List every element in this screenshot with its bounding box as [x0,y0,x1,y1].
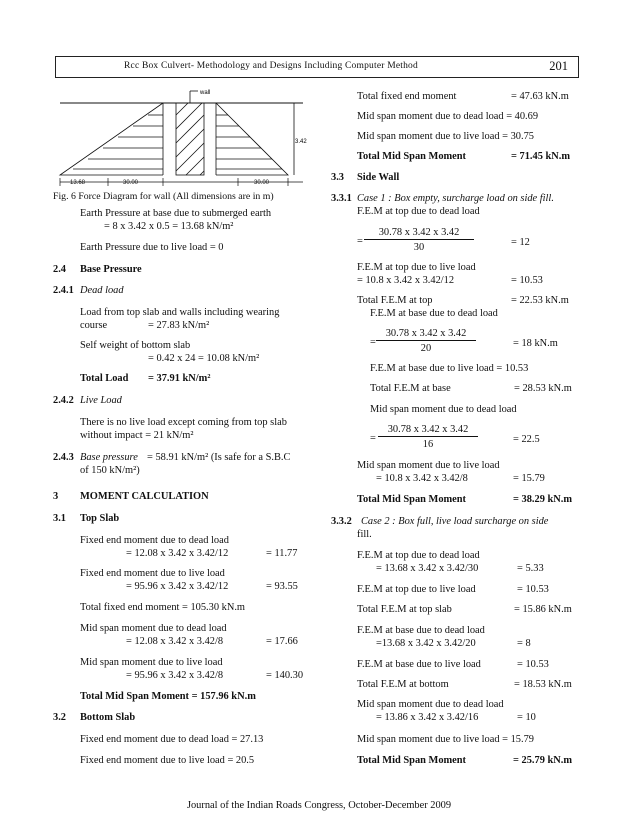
section-heading: Bottom Slab [80,712,136,723]
section-number: 3.2 [53,712,66,723]
equation-line: = 13.68 x 3.42 x 3.42/30 [376,563,479,574]
paragraph-line: F.E.M at top due to dead load [357,550,480,561]
figure-caption: Fig. 6 Force Diagram for wall (All dimensions are in m) [53,191,274,202]
equation-value: = 12 [511,237,530,248]
equation-line: = 95.96 x 3.42 x 3.42/12 [126,581,229,592]
paragraph-line: Total fixed end moment = 105.30 kN.m [80,602,246,613]
equation-value: = 28.53 kN.m [514,383,572,394]
total-value: = 25.79 kN.m [513,755,573,766]
paragraph-line: Total fixed end moment [357,91,457,102]
paragraph-line: Total F.E.M at top [357,295,433,306]
fraction-denominator: 30 [413,242,425,253]
wall-hatch [176,91,204,175]
section-number: 2.4.1 [53,285,74,296]
paragraph-line: Fixed end moment due to dead load = 27.13 [80,734,264,745]
left-pressure-triangle [60,103,163,175]
equation-line: = 12.08 x 3.42 x 3.42/12 [126,548,229,559]
equation-value: = 22.53 kN.m [511,295,569,306]
section-heading: Case 1 : Box empty, surcharge load on side fill. [357,193,554,204]
journal-footer: Journal of the Indian Roads Congress, October-December 2009 [186,800,452,811]
section-heading: MOMENT CALCULATION [80,491,209,502]
equation-value: = 15.86 kN.m [514,604,572,615]
paragraph-line: F.E.M at top due to live load [357,584,476,595]
section-heading: Base pressure [80,452,138,463]
total-label: Total Mid Span Moment [357,755,467,766]
equation-value: = 11.77 [266,548,298,559]
fraction-numerator: 30.78 x 3.42 x 3.42 [378,424,478,437]
paragraph-line: Mid span moment due to live load [357,460,500,471]
paragraph-line: Mid span moment due to dead load [80,623,227,634]
fraction-equals: = [370,337,376,348]
paragraph-line: Total F.E.M at top slab [357,604,452,615]
section-heading: Top Slab [80,513,120,524]
fraction-1 [364,227,474,253]
section-number: 3 [53,491,59,502]
total-label: Total Load [80,373,129,384]
fraction-equals: = [370,433,376,444]
paragraph-line: F.E.M at base due to dead load [370,308,498,319]
paragraph-line: Mid span moment due to dead load = 40.69 [357,111,539,122]
force-diagram-figure [48,85,318,190]
equation-value: = 140.30 [266,670,304,681]
paragraph-line: = 58.91 kN/m² (Is safe for a S.B.C [147,452,291,463]
fraction-numerator: 30.78 x 3.42 x 3.42 [376,328,476,341]
paragraph-line: Total F.E.M at bottom [357,679,449,690]
equation-value: = 15.79 [513,473,545,484]
section-heading: Dead load [80,285,124,296]
equation-line: = 10.8 x 3.42 x 3.42/12 [357,275,455,286]
total-value: = 38.29 kN.m [513,494,573,505]
paragraph-line: Mid span moment due to live load [80,657,223,668]
right-pressure-triangle [216,103,294,175]
page-number: 201 [549,59,568,73]
paragraph-line: F.E.M at base due to live load = 10.53 [370,363,529,374]
section-heading: Side Wall [357,172,400,183]
equation-value: = 17.66 [266,636,298,647]
paragraph-line: Mid span moment due to dead load [370,404,517,415]
fraction-equals: = [357,236,363,247]
equation-value: = 93.55 [266,581,298,592]
running-header [55,56,579,78]
total-line: Total Mid Span Moment = 157.96 kN.m [80,691,256,702]
section-number: 2.4.3 [53,452,74,463]
fraction-denominator: 16 [422,439,434,450]
dim-height-label: 3.42 [295,139,307,145]
section-number: 2.4.2 [53,395,74,406]
section-heading: Case 2 : Box full, live load surcharge on side [361,516,549,527]
total-value: = 37.91 kN/m² [148,373,211,384]
equation-line: = 12.08 x 3.42 x 3.42/8 [126,636,224,647]
paragraph-line: Fixed end moment due to live load = 20.5 [80,755,255,766]
paragraph-line: without impact = 21 kN/m² [80,430,194,441]
paragraph-line: Mid span moment due to dead load [357,699,504,710]
dim-right-label: 30.00 [254,180,270,186]
equation-value: = 18.53 kN.m [514,679,572,690]
paragraph-line: There is no live load except coming from top slab [80,417,287,428]
dim-left-a-label: 13.68 [70,180,86,186]
dim-left-b-label: 30.00 [123,180,139,186]
paragraph-line: Total F.E.M at base [370,383,451,394]
paragraph-line: Fixed end moment due to live load [80,568,225,579]
paragraph-line: Mid span moment due to live load = 15.79 [357,734,534,745]
equation-line: =13.68 x 3.42 x 3.42/20 [376,638,476,649]
running-header-title: Rcc Box Culvert- Methodology and Designs Including Computer Method [124,61,418,71]
section-number: 3.3.2 [331,516,352,527]
section-number: 3.1 [53,513,66,524]
equation-line: = 0.42 x 24 = 10.08 kN/m² [148,353,260,364]
equation-value: = 10.53 [517,584,549,595]
equation-value: = 10 [517,712,536,723]
paragraph-line: Earth Pressure due to live load = 0 [80,242,224,253]
paragraph-line: Mid span moment due to live load = 30.75 [357,131,534,142]
paragraph-line: of 150 kN/m²) [80,465,140,476]
fraction-numerator: 30.78 x 3.42 x 3.42 [364,227,474,240]
paragraph-line: F.E.M at top due to dead load [357,206,480,217]
paragraph-line: Load from top slab and walls including wearing [80,307,280,318]
equation-value: = 47.63 kN.m [511,91,569,102]
equation-line: = 95.96 x 3.42 x 3.42/8 [126,670,224,681]
equation-line: = 13.86 x 3.42 x 3.42/16 [376,712,479,723]
paragraph-line: F.E.M at base due to live load [357,659,481,670]
section-heading: Live Load [80,395,122,406]
equation-value: = 8 [517,638,531,649]
equation-value: = 18 kN.m [513,338,558,349]
equation-value: = 10.53 [517,659,549,670]
equation-line: = 10.8 x 3.42 x 3.42/8 [376,473,468,484]
equation-value: = 27.83 kN/m² [148,320,210,331]
paragraph-line: Self weight of bottom slab [80,340,191,351]
fraction-denominator: 20 [420,343,432,354]
paragraph-line: Earth Pressure at base due to submerged earth [80,208,272,219]
total-label: Total Mid Span Moment [357,151,467,162]
total-value: = 71.45 kN.m [511,151,571,162]
paragraph-line: course [80,320,108,331]
section-number: 2.4 [53,264,66,275]
wall-label: wall [200,90,211,96]
fraction-3 [378,424,478,450]
paragraph-line: F.E.M at base due to dead load [357,625,485,636]
equation-line: = 8 x 3.42 x 0.5 = 13.68 kN/m² [104,221,234,232]
section-heading: Base Pressure [80,264,142,275]
equation-value: = 10.53 [511,275,543,286]
total-label: Total Mid Span Moment [357,494,467,505]
section-number: 3.3.1 [331,193,352,204]
fraction-2 [376,328,476,354]
equation-value: = 22.5 [513,434,540,445]
paragraph-line: F.E.M at top due to live load [357,262,476,273]
section-number: 3.3 [331,172,344,183]
paragraph-line: fill. [357,529,372,540]
paragraph-line: Fixed end moment due to dead load [80,535,229,546]
equation-value: = 5.33 [517,563,544,574]
